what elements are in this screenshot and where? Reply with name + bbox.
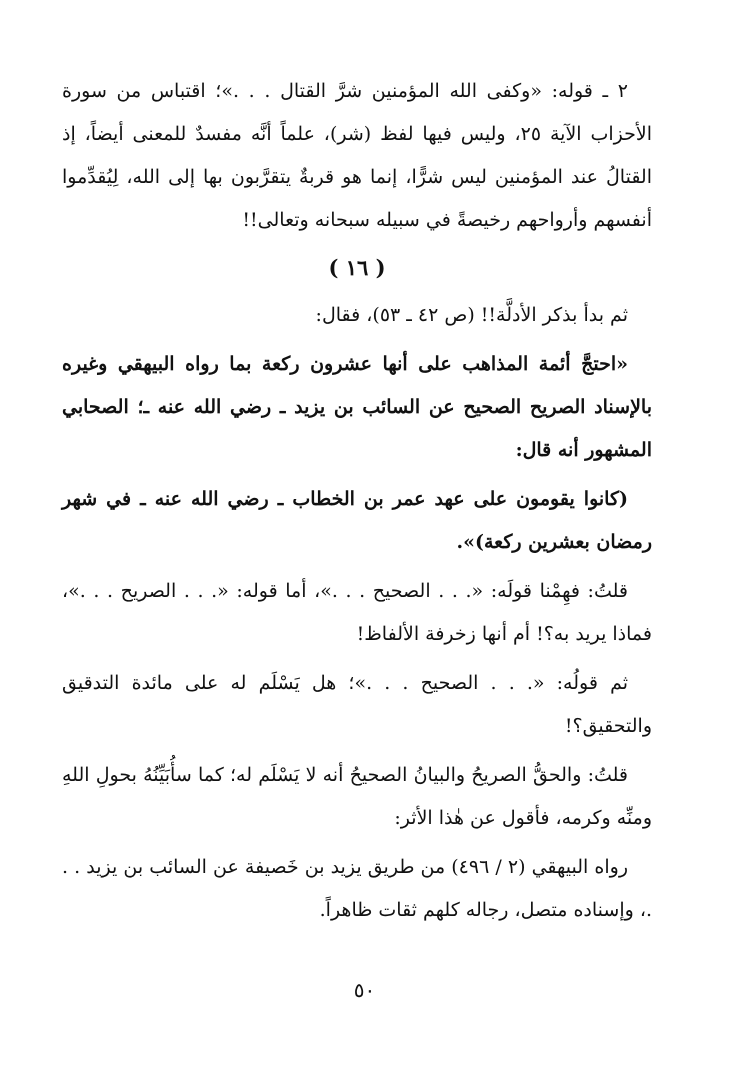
quote-paragraph: «احتجَّ أئمة المذاهب على أنها عشرون ركعة بما رواه البيهقي وغيره بالإسناد الصريح الصحيح عن السائب بن يزيد ـ رضي الله عنه ـ؛ الصحابي المشهور أنه قال: (62, 353, 652, 461)
comment-paragraph: قلتُ: فهِمْنا قولَه: «. . . الصحيح . . .»، أما قوله: «. . . الصريح . . .»، فماذا يريد به؟! أم أنها زخرفة الألفاظ! (62, 580, 652, 645)
page-number: ٥٠ (353, 978, 376, 1002)
comment-paragraph: قلتُ: والحقُّ الصريحُ والبيانُ الصحيحُ أنه لا يَسْلَم له؛ كما سأُبَيِّنُهُ بحولِ اللهِ ومنِّه وكرمه، فأقول عن هٰذا الأثر: (62, 764, 652, 829)
comment-paragraph: ثم قولُه: «. . . الصحيح . . .»؛ هل يَسْلَم له على مائدة التدقيق والتحقيق؟! (62, 672, 652, 737)
comment-paragraph: رواه البيهقي (٢ / ٤٩٦) من طريق يزيد بن خَصيفة عن السائب بن يزيد . . .، وإسناده متصل، رجاله كلهم ثقات ظاهراً. (62, 856, 652, 921)
quote-paragraph: (كانوا يقومون على عهد عمر بن الخطاب ـ رضي الله عنه ـ في شهر رمضان بعشرين ركعة)». (62, 488, 652, 553)
book-page (62, 70, 652, 1070)
note-paragraph: ٢ ـ قوله: «وكفى الله المؤمنين شرَّ القتال . . .»؛ اقتباس من سورة الأحزاب الآية ٢٥، وليس فيها لفظ (شر)، علماً أنَّه مفسدٌ للمعنى أيضاً، إذ القتالُ عند المؤمنين ليس شرًّا، إنما هو قربةٌ يتقرَّبون بها إلى الله، لِيُقدِّموا أنفسهم وأرواحهم رخيصةً في سبيله سبحانه وتعالى!! (62, 80, 652, 231)
intro-paragraph: ثم بدأ بذكر الأدلَّة!! (ص ٤٢ ـ ٥٣)، فقال: (315, 304, 628, 326)
section-heading: ( ١٦ ) (328, 255, 386, 280)
